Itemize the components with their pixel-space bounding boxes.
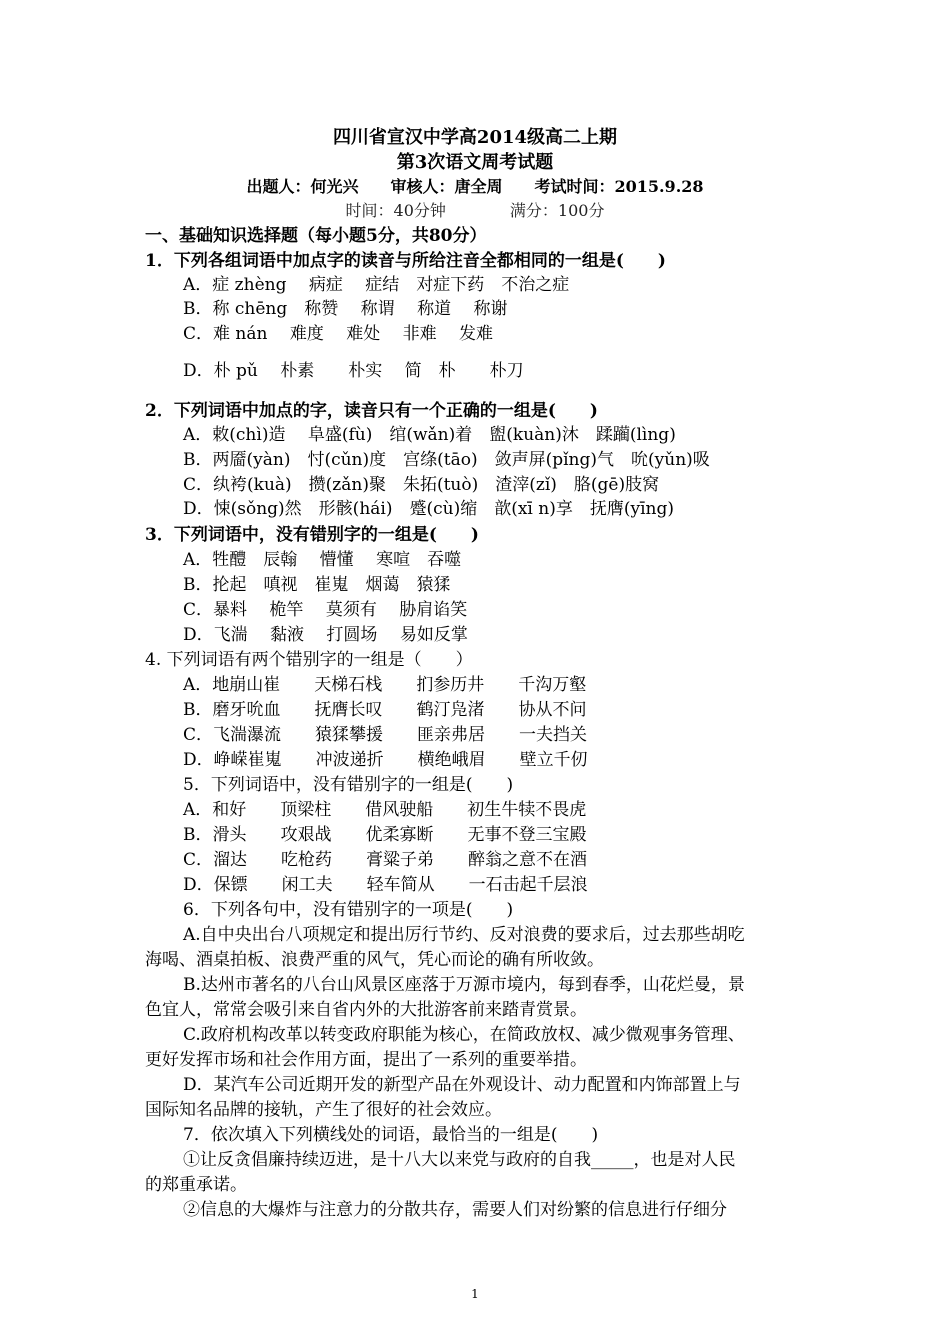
q7-sentence-1-line1: ①让反贪倡廉持续迈进，是十八大以来党与政府的自我_____，也是对人民 xyxy=(183,1150,736,1170)
q2-option-b: B．两靥(yàn) 忖(cǔn)度 宫绦(tāo) 敛声屏(pǐng)气 吮(yǔn)吸 xyxy=(183,450,710,470)
q5-option-c: C．溜达 吃枪药 膏粱子弟 醉翁之意不在酒 xyxy=(183,850,588,870)
q1-option-b: B．称 chēng 称赞 称谓 称道 称谢 xyxy=(183,299,508,319)
q4-option-b: B．磨牙吮血 抚膺长叹 鹤汀凫渚 协从不问 xyxy=(183,700,587,720)
question-6: 6．下列各句中，没有错别字的一项是( ) xyxy=(183,900,514,920)
question-3: 3．下列词语中，没有错别字的一组是( ) xyxy=(145,525,479,545)
q5-option-b: B．滑头 攻艰战 优柔寡断 无事不登三宝殿 xyxy=(183,825,587,845)
q6-option-c-line1: C.政府机构改革以转变政府职能为核心，在简政放权、减少微观事务管理、 xyxy=(183,1025,745,1045)
q6-option-b-line2: 色宜人，常常会吸引来自省内外的大批游客前来踏青赏景。 xyxy=(145,1000,587,1020)
question-1: 1．下列各组词语中加点字的读音与所给注音全都相同的一组是( ) xyxy=(145,251,666,271)
section-heading: 一、基础知识选择题（每小题5分，共80分） xyxy=(145,226,487,246)
q6-option-a-line1: A.自中央出台八项规定和提出厉行节约、反对浪费的要求后，过去那些胡吃 xyxy=(183,925,745,945)
title-line-2: 第3次语文周考试题 xyxy=(396,152,554,173)
q7-sentence-1-line2: 的郑重承诺。 xyxy=(145,1175,247,1195)
q6-option-d-line2: 国际知名品牌的接轨，产生了很好的社会效应。 xyxy=(145,1100,502,1120)
q4-option-c: C．飞湍瀑流 猿猱攀援 匪亲弗居 一夫挡关 xyxy=(183,725,588,745)
exam-meta: 出题人：何光兴 审核人：唐全周 考试时间：2015.9.28 xyxy=(246,177,704,196)
q3-option-d: D．飞湍 黏液 打圆场 易如反掌 xyxy=(183,625,468,645)
q1-option-c: C．难 nán 难度 难处 非难 发难 xyxy=(183,324,494,344)
q5-option-d: D．保镖 闲工夫 轻车简从 一石击起千层浪 xyxy=(183,875,588,895)
question-7: 7．依次填入下列横线处的词语，最恰当的一组是( ) xyxy=(183,1125,599,1145)
q6-option-a-line2: 海喝、酒桌拍板、浪费严重的风气，凭心而论的确有所收敛。 xyxy=(145,950,604,970)
question-4: 4. 下列词语有两个错别字的一组是（ ） xyxy=(145,650,473,670)
q5-option-a: A．和好 顶梁柱 借风驶船 初生牛犊不畏虎 xyxy=(183,800,587,820)
q2-option-a: A．敕(chì)造 阜盛(fù) 绾(wǎn)着 盥(kuàn)沐 蹂躏(lìng) xyxy=(183,425,676,445)
time-score: 时间：40分钟 满分：100分 xyxy=(345,201,605,220)
q1-option-d: D．朴 pǔ 朴素 朴实 简 朴 朴刀 xyxy=(183,361,524,381)
q6-option-d-line1: D．某汽车公司近期开发的新型产品在外观设计、动力配置和内饰部置上与 xyxy=(183,1075,741,1095)
q6-option-c-line2: 更好发挥市场和社会作用方面，提出了一系列的重要举措。 xyxy=(145,1050,587,1070)
question-2: 2．下列词语中加点的字，读音只有一个正确的一组是( ) xyxy=(145,401,598,421)
q7-sentence-2-line1: ②信息的大爆炸与注意力的分散共存，需要人们对纷繁的信息进行仔细分 xyxy=(183,1200,727,1220)
question-5: 5．下列词语中，没有错别字的一组是( ) xyxy=(183,775,514,795)
q1-option-a: A．症 zhèng 病症 症结 对症下药 不治之症 xyxy=(183,275,570,295)
q6-option-b-line1: B.达州市著名的八台山风景区座落于万源市境内，每到春季，山花烂曼，景 xyxy=(183,975,745,995)
q3-option-c: C．暴料 桅竿 莫须有 胁肩谄笑 xyxy=(183,600,468,620)
page-number: 1 xyxy=(471,1287,479,1301)
q4-option-a: A．地崩山崔 天梯石栈 扪参历井 千沟万壑 xyxy=(183,675,587,695)
q3-option-a: A．牲醴 辰翰 懵懂 寒喧 吞噬 xyxy=(183,550,462,570)
q2-option-d: D．悚(sǒng)然 形骸(hái) 蹙(cù)缩 歆(xī n)享 抚膺(yīng) xyxy=(183,499,674,519)
q4-option-d: D．峥嵘崔嵬 冲波递折 横绝峨眉 壁立千仞 xyxy=(183,750,588,770)
q3-option-b: B．抡起 嗔视 崔嵬 烟蔼 猿猱 xyxy=(183,575,451,595)
title-line-1: 四川省宣汉中学高2014级高二上期 xyxy=(332,127,618,148)
q2-option-c: C．纨袴(kuà) 攒(zǎn)聚 朱拓(tuò) 渣滓(zǐ) 胳(gē)肢窝 xyxy=(183,475,660,495)
